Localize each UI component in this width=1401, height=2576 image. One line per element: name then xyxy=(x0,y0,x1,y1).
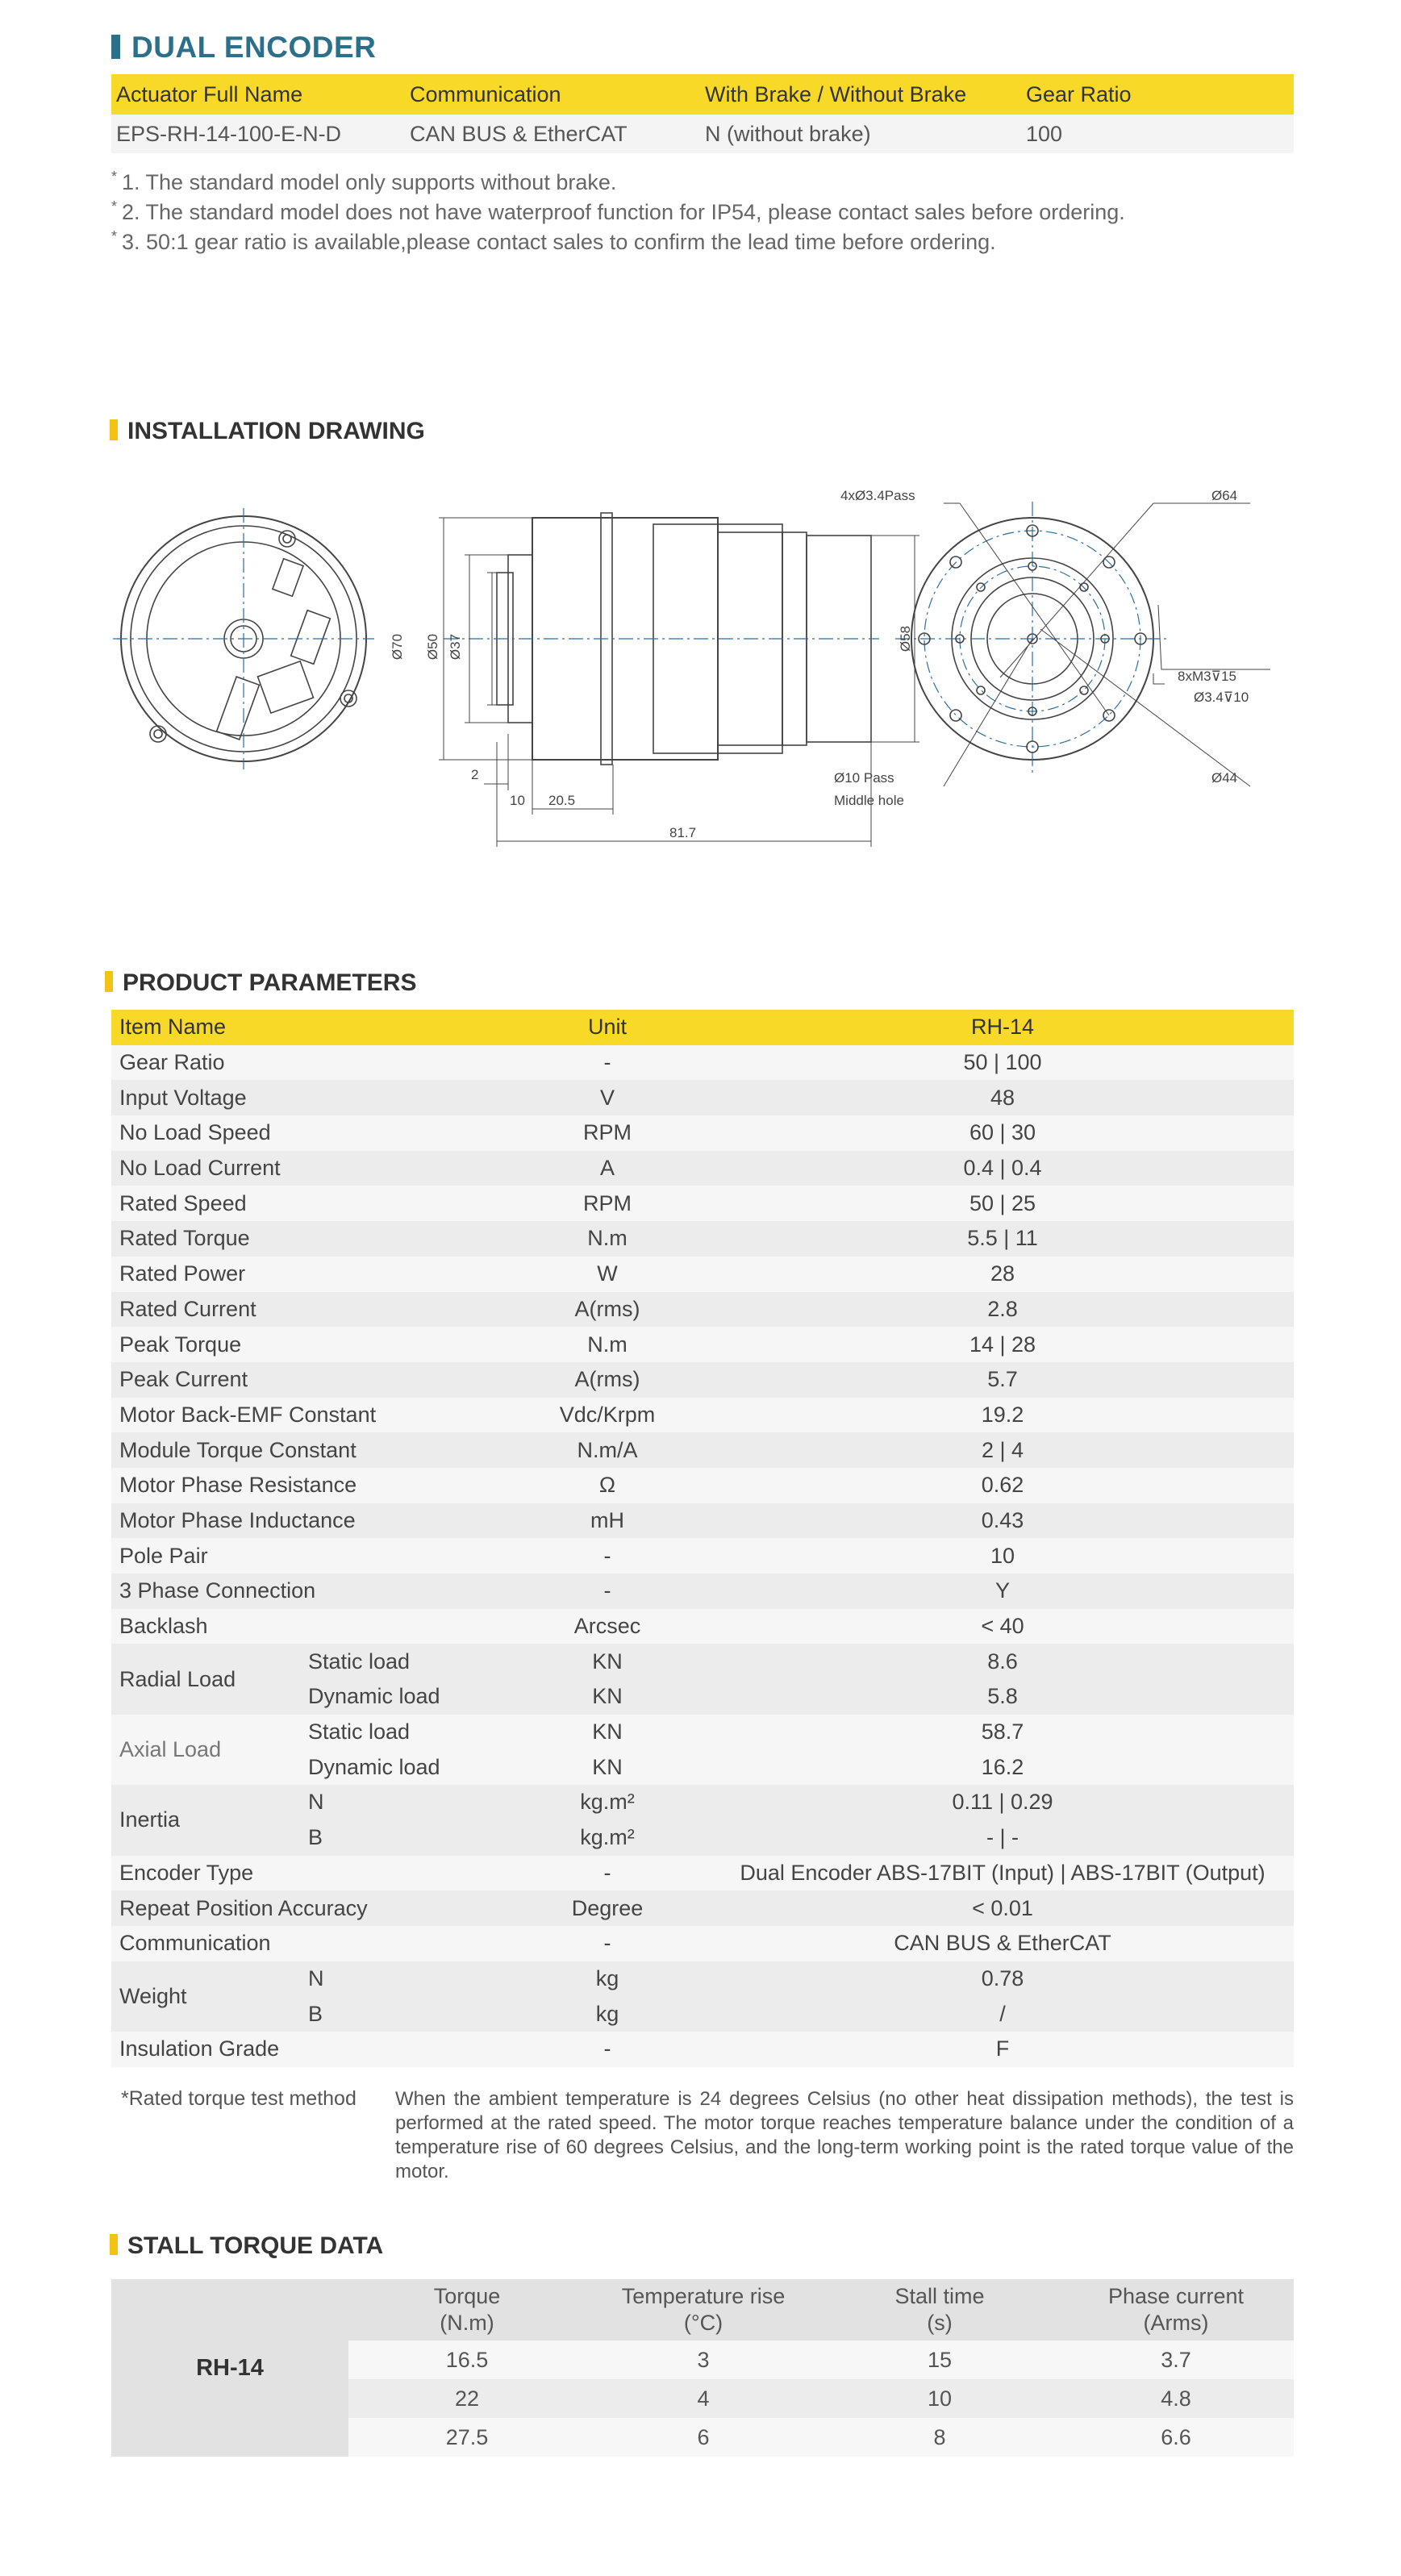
param-name: No Load Current xyxy=(111,1151,503,1186)
param-value: 28 xyxy=(711,1257,1294,1292)
note-item: * 3. 50:1 gear ratio is available,please contact sales to confirm the lead time before ordering. xyxy=(111,228,996,254)
label-d44: Ø44 xyxy=(1211,770,1238,786)
param-value: / xyxy=(711,1996,1294,2032)
param-name: Pole Pair xyxy=(111,1538,503,1574)
cell: 6.6 xyxy=(1058,2418,1294,2457)
label-d10-pass: Ø10 Pass xyxy=(834,770,894,786)
table-row xyxy=(111,1785,1294,1820)
param-name: 3 Phase Connection xyxy=(111,1574,503,1609)
header-cell: Actuator Full Name xyxy=(111,74,405,115)
param-value: 0.11 | 0.29 xyxy=(711,1785,1294,1820)
param-sub-label: Dynamic load xyxy=(308,1679,503,1715)
param-name: Communication xyxy=(111,1926,503,1961)
table-row xyxy=(111,1715,1294,1750)
param-value: < 0.01 xyxy=(711,1890,1294,1926)
param-value: 2.8 xyxy=(711,1292,1294,1328)
label-d64: Ø64 xyxy=(1211,488,1238,503)
param-sub-label: N xyxy=(308,1785,503,1820)
table-row xyxy=(111,1327,1294,1362)
param-name: Rated Power xyxy=(111,1257,503,1292)
table-row xyxy=(111,1080,1294,1115)
param-name: Rated Torque xyxy=(111,1221,503,1257)
param-value: Dual Encoder ABS-17BIT (Input) | ABS-17BIT (Output) xyxy=(711,1856,1294,1891)
table-row xyxy=(111,115,1294,153)
param-unit: Ω xyxy=(503,1468,711,1503)
param-sub-label: B xyxy=(308,1996,503,2032)
param-value: 5.7 xyxy=(711,1362,1294,1398)
dim-2: 2 xyxy=(471,767,479,782)
param-name: Weight xyxy=(111,1961,308,2032)
header-cell: Stall time (s) xyxy=(821,2279,1058,2340)
param-unit: N.m/A xyxy=(503,1432,711,1468)
param-unit: RPM xyxy=(503,1115,711,1151)
cell: CAN BUS & EtherCAT xyxy=(405,115,700,153)
table-row xyxy=(111,1221,1294,1257)
param-name: Encoder Type xyxy=(111,1856,503,1891)
parameters-table xyxy=(111,1010,1294,2067)
param-unit: - xyxy=(503,1045,711,1081)
dim-d58: Ø58 xyxy=(898,625,913,652)
param-unit: kg xyxy=(503,1996,711,2032)
stall-torque-title: STALL TORQUE DATA xyxy=(110,2232,383,2260)
param-value: 0.4 | 0.4 xyxy=(711,1151,1294,1186)
table-row xyxy=(111,1574,1294,1609)
header-cell: Torque (N.m) xyxy=(348,2279,586,2340)
dim-d50: Ø50 xyxy=(425,633,440,661)
header-cell: Phase current (Arms) xyxy=(1058,2279,1294,2340)
param-unit: A(rms) xyxy=(503,1362,711,1398)
param-value: Y xyxy=(711,1574,1294,1609)
param-sub-label: Static load xyxy=(308,1644,503,1679)
cell: 6 xyxy=(586,2418,821,2457)
label-d3-4: Ø3.4⊽10 xyxy=(1194,690,1249,705)
param-value: 19.2 xyxy=(711,1398,1294,1433)
param-name: Inertia xyxy=(111,1785,308,1855)
param-unit: - xyxy=(503,2032,711,2067)
dual-encoder-title: DUAL ENCODER xyxy=(111,31,376,65)
footnote-label: *Rated torque test method xyxy=(121,2087,357,2110)
param-name: Motor Phase Inductance xyxy=(111,1503,503,1539)
note-item: * 1. The standard model only supports without brake. xyxy=(111,169,617,194)
param-name: Insulation Grade xyxy=(111,2032,503,2067)
param-value: 50 | 25 xyxy=(711,1186,1294,1221)
footnote-text: When the ambient temperature is 24 degrees Celsius (no other heat dissipation methods), the test is performed at the rated speed. The motor torque reaches temperature balance under the condition of a temperature rise of 60 degrees Celsius, and the long-term working point is the rated torque value of the motor. xyxy=(395,2088,1294,2182)
cell: EPS-RH-14-100-E-N-D xyxy=(111,115,405,153)
dim-d70: Ø70 xyxy=(390,633,405,661)
dim-10: 10 xyxy=(510,793,525,808)
table-header-row xyxy=(111,74,1294,115)
param-unit: V xyxy=(503,1080,711,1115)
param-name: Rated Speed xyxy=(111,1186,503,1221)
param-value: 14 | 28 xyxy=(711,1327,1294,1362)
table-row xyxy=(111,1045,1294,1081)
param-unit: mH xyxy=(503,1503,711,1539)
param-name: Input Voltage xyxy=(111,1080,503,1115)
param-unit: - xyxy=(503,1574,711,1609)
table-row xyxy=(111,1186,1294,1221)
table-header-row xyxy=(111,2279,1294,2340)
param-unit: KN xyxy=(503,1715,711,1750)
table-row xyxy=(111,1856,1294,1891)
param-value: 0.43 xyxy=(711,1503,1294,1539)
param-name: No Load Speed xyxy=(111,1115,503,1151)
table-header-row xyxy=(111,1010,1294,1045)
param-unit: kg.m² xyxy=(503,1785,711,1820)
param-value: 58.7 xyxy=(711,1715,1294,1750)
header-cell: With Brake / Without Brake xyxy=(700,74,1021,115)
param-name: Motor Phase Resistance xyxy=(111,1468,503,1503)
param-unit: N.m xyxy=(503,1221,711,1257)
param-name: Peak Current xyxy=(111,1362,503,1398)
cell: N (without brake) xyxy=(700,115,1021,153)
table-row xyxy=(111,1609,1294,1644)
param-unit: - xyxy=(503,1538,711,1574)
cell: 27.5 xyxy=(348,2418,586,2457)
installation-title: INSTALLATION DRAWING xyxy=(110,418,425,445)
flange-view xyxy=(895,502,1270,786)
param-unit: A xyxy=(503,1151,711,1186)
cell: 4 xyxy=(586,2379,821,2418)
param-name: Repeat Position Accuracy xyxy=(111,1890,503,1926)
param-unit: RPM xyxy=(503,1186,711,1221)
param-name: Radial Load xyxy=(111,1644,308,1714)
table-row xyxy=(111,1644,1294,1679)
cell: 10 xyxy=(821,2379,1058,2418)
table-row xyxy=(111,1151,1294,1186)
table-row xyxy=(111,1398,1294,1433)
header-unit: Unit xyxy=(503,1010,711,1045)
table-row xyxy=(111,1432,1294,1468)
param-unit: Arcsec xyxy=(503,1609,711,1644)
param-unit: KN xyxy=(503,1679,711,1715)
param-unit: KN xyxy=(503,1749,711,1785)
param-sub-label: Static load xyxy=(308,1715,503,1750)
param-value: 48 xyxy=(711,1080,1294,1115)
cell: 4.8 xyxy=(1058,2379,1294,2418)
param-unit: KN xyxy=(503,1644,711,1679)
table-row xyxy=(111,1503,1294,1539)
stall-torque-table xyxy=(111,2279,1294,2457)
param-name: Gear Ratio xyxy=(111,1045,503,1081)
param-value: 10 xyxy=(711,1538,1294,1574)
cell: 3 xyxy=(586,2340,821,2379)
param-name: Module Torque Constant xyxy=(111,1432,503,1468)
param-name: Peak Torque xyxy=(111,1327,503,1362)
label-middle-hole: Middle hole xyxy=(834,793,904,808)
param-unit: N.m xyxy=(503,1327,711,1362)
notes xyxy=(111,165,1125,254)
table-row xyxy=(111,1961,1294,1997)
param-unit: A(rms) xyxy=(503,1292,711,1328)
header-cell: Communication xyxy=(405,74,700,115)
param-value: 60 | 30 xyxy=(711,1115,1294,1151)
param-value: 5.8 xyxy=(711,1679,1294,1715)
param-value: - | - xyxy=(711,1820,1294,1856)
param-value: < 40 xyxy=(711,1609,1294,1644)
param-value: 2 | 4 xyxy=(711,1432,1294,1468)
dim-d37: Ø37 xyxy=(448,633,463,661)
header-cell: Gear Ratio xyxy=(1021,74,1294,115)
installation-drawing xyxy=(105,468,1299,863)
front-view xyxy=(113,508,374,769)
label-8xm3: 8xM3⊽15 xyxy=(1178,669,1236,684)
table-row xyxy=(111,1115,1294,1151)
param-value: F xyxy=(711,2032,1294,2067)
param-unit: kg xyxy=(503,1961,711,1997)
param-sub-label: B xyxy=(308,1820,503,1856)
param-name: Axial Load xyxy=(111,1715,308,1785)
param-unit: Vdc/Krpm xyxy=(503,1398,711,1433)
param-value: 16.2 xyxy=(711,1749,1294,1785)
header-item-name: Item Name xyxy=(111,1010,503,1045)
param-unit: kg.m² xyxy=(503,1820,711,1856)
cell: 8 xyxy=(821,2418,1058,2457)
param-sub-label: N xyxy=(308,1961,503,1997)
table-row xyxy=(111,1292,1294,1328)
table-row xyxy=(111,2032,1294,2067)
param-unit: Degree xyxy=(503,1890,711,1926)
dim-20-5: 20.5 xyxy=(548,793,576,808)
note-item: * 2. The standard model does not have waterproof function for IP54, please contact sales before ordering. xyxy=(111,198,1125,224)
table-row xyxy=(111,1890,1294,1926)
table-row xyxy=(111,1468,1294,1503)
table-row xyxy=(111,1257,1294,1292)
cell: 22 xyxy=(348,2379,586,2418)
table-row xyxy=(111,1926,1294,1961)
param-value: 0.78 xyxy=(711,1961,1294,1997)
table-row xyxy=(111,1538,1294,1574)
cell: 16.5 xyxy=(348,2340,586,2379)
param-unit: W xyxy=(503,1257,711,1292)
param-sub-label: Dynamic load xyxy=(308,1749,503,1785)
param-value: CAN BUS & EtherCAT xyxy=(711,1926,1294,1961)
param-value: 0.62 xyxy=(711,1468,1294,1503)
model-cell: RH-14 xyxy=(111,2279,348,2457)
header-cell: Temperature rise (°C) xyxy=(586,2279,821,2340)
header-model: RH-14 xyxy=(711,1010,1294,1045)
param-unit: - xyxy=(503,1856,711,1891)
dual-encoder-table xyxy=(111,74,1294,153)
cell: 100 xyxy=(1021,115,1294,153)
dim-81-7: 81.7 xyxy=(669,825,697,840)
cell: 3.7 xyxy=(1058,2340,1294,2379)
label-4x-pass: 4xØ3.4Pass xyxy=(840,488,915,503)
param-name: Motor Back-EMF Constant xyxy=(111,1398,503,1433)
param-value: 5.5 | 11 xyxy=(711,1221,1294,1257)
product-parameters-title: PRODUCT PARAMETERS xyxy=(105,969,416,997)
table-row xyxy=(111,1362,1294,1398)
param-unit: - xyxy=(503,1926,711,1961)
param-value: 50 | 100 xyxy=(711,1045,1294,1081)
param-name: Rated Current xyxy=(111,1292,503,1328)
param-name: Backlash xyxy=(111,1609,503,1644)
param-value: 8.6 xyxy=(711,1644,1294,1679)
cell: 15 xyxy=(821,2340,1058,2379)
